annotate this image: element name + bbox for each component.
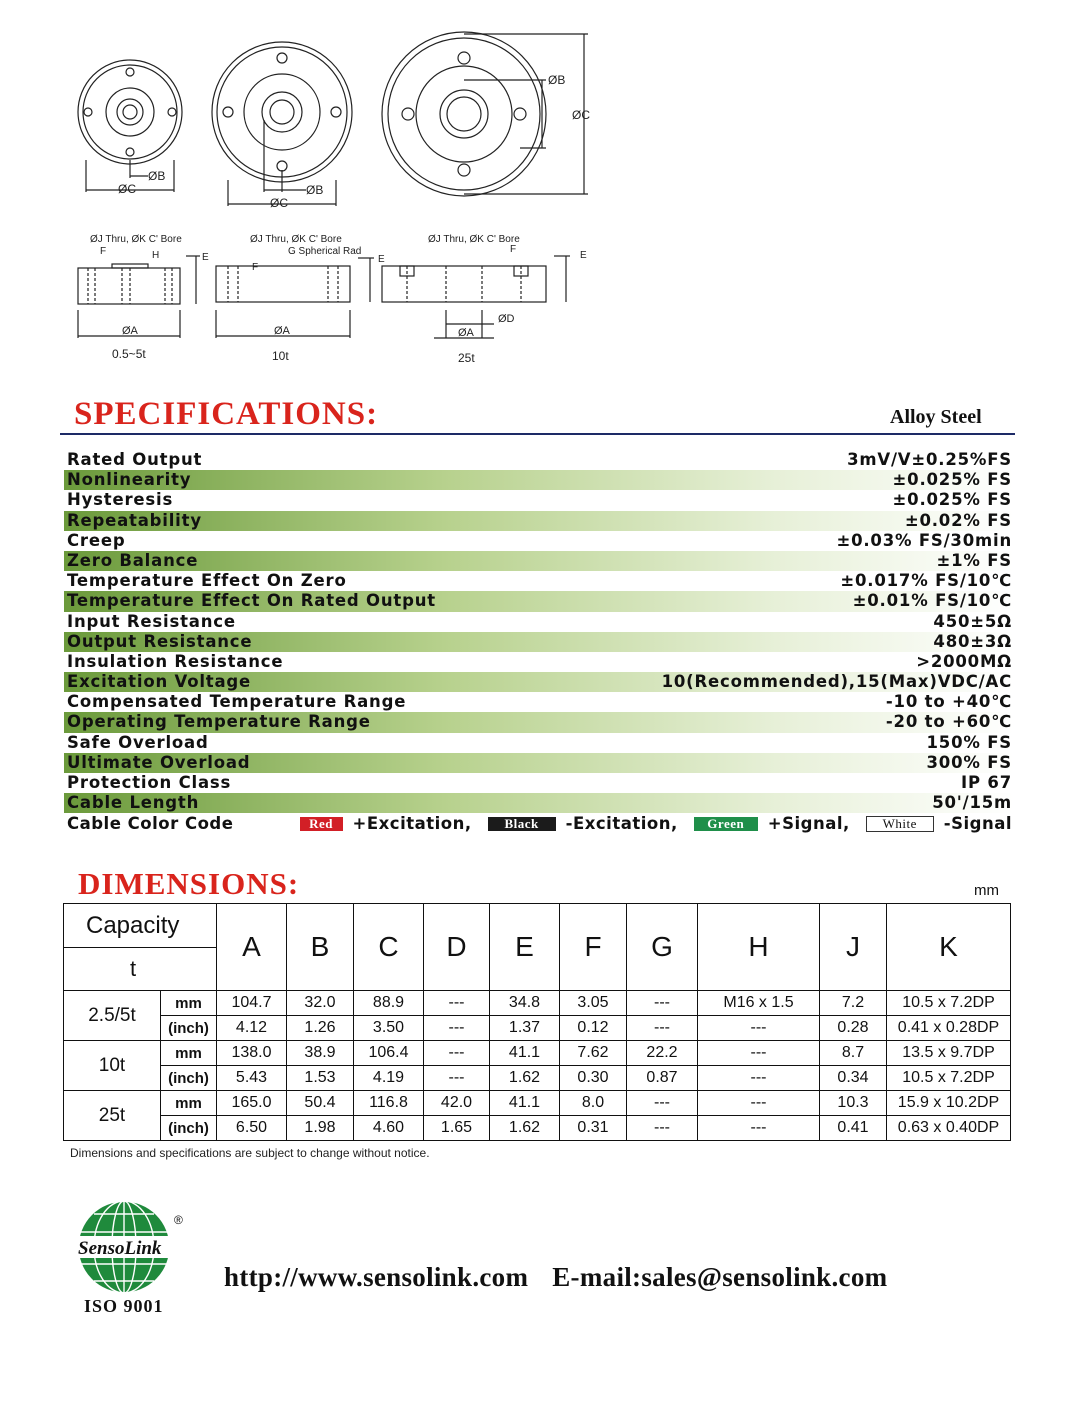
table-cell: 13.5 x 9.7DP bbox=[887, 1041, 1011, 1066]
cable-color-row bbox=[64, 813, 1014, 835]
table-cell: 106.4 bbox=[354, 1041, 424, 1066]
spec-label: Temperature Effect On Zero bbox=[67, 571, 347, 591]
spec-value: ±0.025% FS bbox=[892, 470, 1012, 490]
spec-row bbox=[64, 551, 1014, 571]
spec-value: ±1% FS bbox=[936, 550, 1012, 570]
capacity-cell: 2.5/5t bbox=[64, 991, 161, 1041]
specifications-table bbox=[64, 450, 1014, 835]
unit-cell: (inch) bbox=[161, 1016, 217, 1041]
table-cell: --- bbox=[627, 991, 698, 1016]
capacity-header: Capacity bbox=[64, 904, 216, 948]
spec-value: ±0.025% FS bbox=[892, 490, 1012, 510]
spec-value: >2000MΩ bbox=[916, 651, 1012, 671]
note-large: ØJ Thru, ØK C' Bore bbox=[428, 234, 520, 245]
table-cell: --- bbox=[698, 1091, 820, 1116]
spec-label: Ultimate Overload bbox=[67, 752, 251, 772]
column-header: E bbox=[490, 904, 560, 991]
table-cell: --- bbox=[698, 1066, 820, 1091]
mechanical-drawings bbox=[60, 20, 620, 380]
green-wire-text: +Signal, bbox=[767, 814, 850, 834]
sensolink-logo bbox=[72, 1192, 192, 1322]
spec-label: Compensated Temperature Range bbox=[67, 692, 407, 712]
table-cell: 0.34 bbox=[820, 1066, 887, 1091]
table-cell: 41.1 bbox=[490, 1041, 560, 1066]
registered-mark: ® bbox=[174, 1213, 183, 1227]
spec-row bbox=[64, 612, 1014, 632]
column-header: H bbox=[698, 904, 820, 991]
spec-row bbox=[64, 692, 1014, 712]
spherical-label: G Spherical Rad bbox=[288, 246, 362, 257]
note-medium: ØJ Thru, ØK C' Bore bbox=[250, 234, 342, 245]
table-cell: 1.53 bbox=[287, 1066, 354, 1091]
table-cell: --- bbox=[698, 1041, 820, 1066]
table-cell: 10.5 x 7.2DP bbox=[887, 991, 1011, 1016]
table-cell: 5.43 bbox=[217, 1066, 287, 1091]
black-wire-text: -Excitation, bbox=[565, 814, 678, 834]
spec-label: Rated Output bbox=[67, 450, 203, 469]
column-header: K bbox=[887, 904, 1011, 991]
capacity-label-large: 25t bbox=[458, 351, 475, 365]
column-header: D bbox=[424, 904, 490, 991]
spec-row bbox=[64, 571, 1014, 591]
table-header-row bbox=[64, 904, 1011, 991]
table-row bbox=[64, 1016, 1011, 1041]
capacity-label-medium: 10t bbox=[272, 349, 289, 363]
table-cell: 42.0 bbox=[424, 1091, 490, 1116]
spec-label: Protection Class bbox=[67, 773, 232, 792]
column-header: J bbox=[820, 904, 887, 991]
note-small: ØJ Thru, ØK C' Bore bbox=[90, 234, 182, 245]
disclaimer-note: Dimensions and specifications are subject to change without notice. bbox=[70, 1146, 430, 1160]
spec-value: IP 67 bbox=[961, 773, 1012, 792]
table-cell: 0.12 bbox=[560, 1016, 627, 1041]
table-cell: 1.62 bbox=[490, 1116, 560, 1141]
spec-value: ±0.03% FS/30min bbox=[836, 530, 1012, 550]
label-a-small: ØA bbox=[122, 325, 138, 337]
unit-cell: mm bbox=[161, 1091, 217, 1116]
spec-row bbox=[64, 773, 1014, 793]
white-wire-chip: White bbox=[866, 816, 934, 832]
table-cell: 1.37 bbox=[490, 1016, 560, 1041]
table-cell: 7.62 bbox=[560, 1041, 627, 1066]
table-cell: 0.63 x 0.40DP bbox=[887, 1116, 1011, 1141]
side-view-large bbox=[382, 256, 570, 338]
table-cell: 7.2 bbox=[820, 991, 887, 1016]
brand-name: SensoLink bbox=[78, 1238, 162, 1259]
table-cell: 0.28 bbox=[820, 1016, 887, 1041]
unit-cell: mm bbox=[161, 1041, 217, 1066]
table-cell: 6.50 bbox=[217, 1116, 287, 1141]
material-label: Alloy Steel bbox=[890, 406, 982, 428]
spec-value: 3mV/V±0.25%FS bbox=[847, 450, 1012, 469]
spec-label: Output Resistance bbox=[67, 631, 253, 651]
table-cell: 1.65 bbox=[424, 1116, 490, 1141]
label-h: H bbox=[152, 250, 160, 261]
table-cell: 15.9 x 10.2DP bbox=[887, 1091, 1011, 1116]
capacity-header-cell bbox=[64, 904, 217, 991]
table-cell: --- bbox=[424, 991, 490, 1016]
side-view-small bbox=[78, 256, 200, 338]
spec-value: ±0.017% FS/10℃ bbox=[840, 571, 1012, 591]
table-cell: 8.0 bbox=[560, 1091, 627, 1116]
table-cell: --- bbox=[627, 1016, 698, 1041]
dim-label-b-small: ØB bbox=[148, 169, 166, 183]
table-cell: 50.4 bbox=[287, 1091, 354, 1116]
spec-value: -20 to +60℃ bbox=[885, 712, 1012, 732]
label-e-small: E bbox=[202, 252, 209, 263]
capacity-unit: t bbox=[130, 956, 137, 981]
table-cell: --- bbox=[627, 1116, 698, 1141]
spec-value: 50'/15m bbox=[932, 793, 1012, 813]
table-cell: 3.50 bbox=[354, 1016, 424, 1041]
table-cell: 10.5 x 7.2DP bbox=[887, 1066, 1011, 1091]
spec-row bbox=[64, 470, 1014, 490]
table-cell: 0.41 x 0.28DP bbox=[887, 1016, 1011, 1041]
spec-value: 150% FS bbox=[926, 732, 1012, 752]
table-cell: 165.0 bbox=[217, 1091, 287, 1116]
spec-row bbox=[64, 733, 1014, 753]
table-cell: --- bbox=[424, 1041, 490, 1066]
spec-label: Creep bbox=[67, 530, 126, 550]
table-row bbox=[64, 1091, 1011, 1116]
label-a-large: ØA bbox=[458, 327, 474, 339]
column-header: A bbox=[217, 904, 287, 991]
specifications-title: SPECIFICATIONS: bbox=[74, 396, 379, 432]
white-wire-text: -Signal bbox=[943, 814, 1012, 834]
spec-row bbox=[64, 450, 1014, 470]
dim-label-c-small: ØC bbox=[118, 182, 136, 196]
dim-label-c-large: ØC bbox=[572, 108, 590, 122]
table-cell: --- bbox=[627, 1091, 698, 1116]
spec-label: Insulation Resistance bbox=[67, 651, 284, 671]
table-row bbox=[64, 1116, 1011, 1141]
email-link[interactable]: E-mail:sales@sensolink.com bbox=[552, 1262, 888, 1292]
column-header: B bbox=[287, 904, 354, 991]
table-cell: 0.31 bbox=[560, 1116, 627, 1141]
spec-label: Safe Overload bbox=[67, 732, 209, 752]
table-cell: 1.26 bbox=[287, 1016, 354, 1041]
label-e-medium: E bbox=[378, 254, 385, 265]
dimensions-title: DIMENSIONS: bbox=[78, 866, 300, 901]
spec-row bbox=[64, 652, 1014, 672]
red-wire-chip: Red bbox=[300, 817, 343, 831]
spec-label: Operating Temperature Range bbox=[67, 712, 371, 732]
table-cell: 22.2 bbox=[627, 1041, 698, 1066]
table-cell: 38.9 bbox=[287, 1041, 354, 1066]
table-row bbox=[64, 1041, 1011, 1066]
spec-row bbox=[64, 511, 1014, 531]
top-view-small bbox=[78, 60, 182, 192]
table-cell: --- bbox=[698, 1116, 820, 1141]
dim-label-c-medium: ØC bbox=[270, 196, 288, 210]
capacity-label-small: 0.5~5t bbox=[112, 347, 146, 361]
label-e-large: E bbox=[580, 250, 587, 261]
spec-value: 480±3Ω bbox=[933, 631, 1012, 651]
table-cell: 4.19 bbox=[354, 1066, 424, 1091]
spec-value: ±0.01% FS/10℃ bbox=[852, 591, 1012, 611]
unit-cell: (inch) bbox=[161, 1116, 217, 1141]
table-cell: 88.9 bbox=[354, 991, 424, 1016]
spec-label: Temperature Effect On Rated Output bbox=[67, 591, 436, 611]
column-header: C bbox=[354, 904, 424, 991]
footer-contact bbox=[224, 1262, 887, 1293]
label-f-small: F bbox=[100, 246, 107, 257]
capacity-cell: 10t bbox=[64, 1041, 161, 1091]
spec-row bbox=[64, 531, 1014, 551]
spec-divider bbox=[60, 433, 1015, 435]
cable-color-label: Cable Color Code bbox=[67, 814, 234, 834]
spec-value: -10 to +40℃ bbox=[885, 692, 1012, 712]
table-cell: 0.87 bbox=[627, 1066, 698, 1091]
dimensions-unit: mm bbox=[974, 882, 999, 899]
top-view-medium bbox=[212, 42, 352, 206]
label-f-medium: F bbox=[252, 262, 259, 273]
spec-row bbox=[64, 712, 1014, 732]
table-cell: 4.60 bbox=[354, 1116, 424, 1141]
red-wire-text: +Excitation, bbox=[352, 814, 472, 834]
spec-row bbox=[64, 793, 1014, 813]
table-cell: 3.05 bbox=[560, 991, 627, 1016]
table-row bbox=[64, 991, 1011, 1016]
table-cell: 116.8 bbox=[354, 1091, 424, 1116]
spec-row bbox=[64, 490, 1014, 510]
table-cell: 0.30 bbox=[560, 1066, 627, 1091]
dimensions-table bbox=[63, 903, 1011, 1141]
side-view-medium bbox=[216, 258, 374, 338]
spec-label: Hysteresis bbox=[67, 490, 174, 510]
spec-label: Cable Length bbox=[67, 793, 200, 813]
table-cell: 0.41 bbox=[820, 1116, 887, 1141]
black-wire-chip: Black bbox=[488, 817, 556, 831]
unit-cell: mm bbox=[161, 991, 217, 1016]
dim-label-b-medium: ØB bbox=[306, 183, 324, 197]
spec-value: 10(Recommended),15(Max)VDC/AC bbox=[661, 672, 1012, 692]
table-cell: --- bbox=[424, 1016, 490, 1041]
spec-value: 450±5Ω bbox=[933, 611, 1012, 631]
column-header: F bbox=[560, 904, 627, 991]
table-cell: 10.3 bbox=[820, 1091, 887, 1116]
top-view-large bbox=[382, 32, 588, 196]
spec-label: Input Resistance bbox=[67, 611, 236, 631]
spec-row bbox=[64, 672, 1014, 692]
spec-value: ±0.02% FS bbox=[904, 510, 1012, 530]
table-cell: 34.8 bbox=[490, 991, 560, 1016]
spec-label: Repeatability bbox=[67, 510, 202, 530]
website-link[interactable]: http://www.sensolink.com bbox=[224, 1262, 529, 1292]
table-cell: 41.1 bbox=[490, 1091, 560, 1116]
table-cell: 8.7 bbox=[820, 1041, 887, 1066]
spec-label: Zero Balance bbox=[67, 550, 199, 570]
iso-certification: ISO 9001 bbox=[84, 1296, 164, 1316]
table-cell: 1.62 bbox=[490, 1066, 560, 1091]
dim-label-b-large: ØB bbox=[548, 73, 566, 87]
table-cell: 1.98 bbox=[287, 1116, 354, 1141]
spec-row bbox=[64, 753, 1014, 773]
label-d: ØD bbox=[498, 313, 515, 325]
table-row bbox=[64, 1066, 1011, 1091]
spec-label: Excitation Voltage bbox=[67, 672, 252, 692]
unit-cell: (inch) bbox=[161, 1066, 217, 1091]
spec-value: 300% FS bbox=[926, 752, 1012, 772]
spec-row bbox=[64, 632, 1014, 652]
column-header: G bbox=[627, 904, 698, 991]
spec-row bbox=[64, 591, 1014, 611]
label-a-medium: ØA bbox=[274, 325, 290, 337]
table-cell: 32.0 bbox=[287, 991, 354, 1016]
table-cell: --- bbox=[424, 1066, 490, 1091]
table-cell: 4.12 bbox=[217, 1016, 287, 1041]
capacity-cell: 25t bbox=[64, 1091, 161, 1141]
table-cell: --- bbox=[698, 1016, 820, 1041]
table-cell: M16 x 1.5 bbox=[698, 991, 820, 1016]
table-cell: 138.0 bbox=[217, 1041, 287, 1066]
green-wire-chip: Green bbox=[694, 817, 758, 831]
spec-label: Nonlinearity bbox=[67, 470, 192, 490]
label-f-large: F bbox=[510, 244, 517, 255]
table-cell: 104.7 bbox=[217, 991, 287, 1016]
